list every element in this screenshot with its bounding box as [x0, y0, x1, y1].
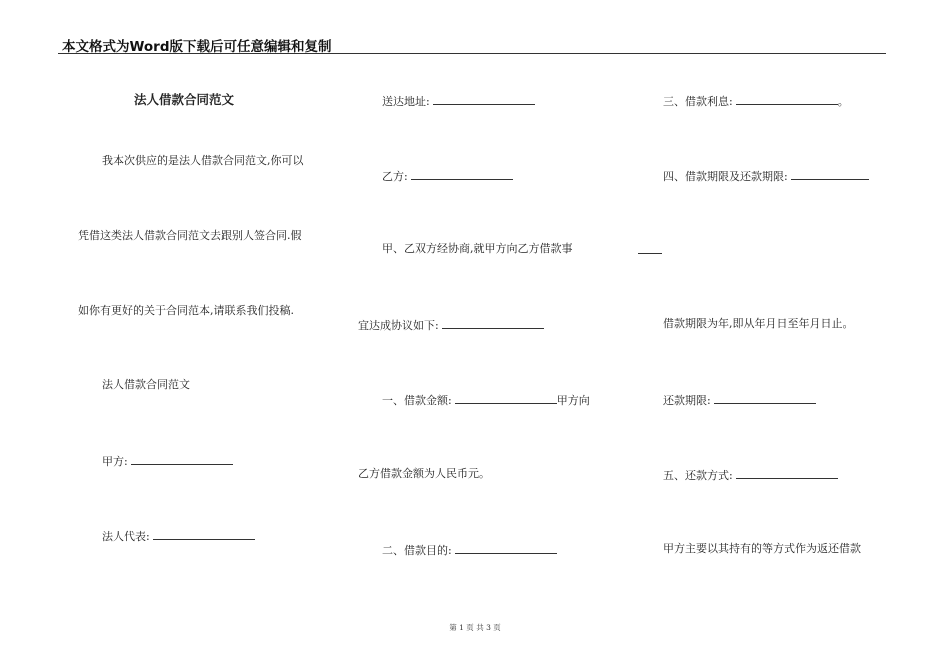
term-heading: 四、借款期限及还款期限:: [663, 170, 788, 183]
party-b-line: [382, 168, 513, 184]
amount-suffix: 甲方向: [556, 394, 590, 407]
party-b-label: 乙方:: [382, 170, 408, 183]
term-blank: [791, 168, 869, 180]
purpose-label: 二、借款目的:: [382, 544, 452, 557]
purpose-blank: [455, 542, 557, 554]
interest-label: 三、借款利息:: [663, 95, 733, 108]
term-heading-line: [663, 168, 869, 184]
header-text: 本文格式为Word版下载后可任意编辑和复制: [62, 39, 332, 55]
address-label: 送达地址:: [382, 95, 430, 108]
negotiation-text: 甲、乙双方经协商,就甲方向乙方借款事: [382, 242, 573, 255]
repay-date-line: [663, 392, 816, 408]
party-b-blank: [411, 168, 513, 180]
doc-title: 法人借款合同范文: [134, 92, 235, 107]
interest-end: 。: [837, 95, 849, 108]
repay-method-blank: [736, 467, 838, 479]
agreement-blank: [442, 317, 544, 329]
term-text: 借款期限为年,即从年月日至年月日止。: [663, 317, 854, 330]
amount-line: [382, 392, 590, 408]
party-a-label: 甲方:: [102, 455, 128, 468]
negotiation-blank-line: [638, 242, 662, 258]
interest-blank: [736, 93, 838, 105]
repay-method-label: 五、还款方式:: [663, 469, 733, 482]
address-blank: [433, 93, 535, 105]
repay-text: 甲方主要以其持有的等方式作为返还借款: [663, 542, 861, 555]
negotiation-blank: [638, 242, 662, 254]
legal-rep-label: 法人代表:: [102, 530, 150, 543]
amount-currency-text: 乙方借款金额为人民币元。: [358, 467, 490, 480]
amount-blank: [455, 392, 557, 404]
agreement-line: [358, 317, 544, 333]
legal-rep-blank: [153, 528, 255, 540]
address-line: [382, 93, 535, 109]
repay-method-line: [663, 467, 838, 483]
purpose-line: [382, 542, 557, 558]
party-a-line: [102, 453, 233, 469]
interest-line: [663, 93, 849, 109]
contract-subtitle: 法人借款合同范文: [102, 378, 190, 391]
intro-line-2: 凭借这类法人借款合同范文去跟别人签合同.假: [78, 229, 302, 242]
document-header: [58, 35, 886, 54]
intro-line-1: 我本次供应的是法人借款合同范文,你可以: [102, 154, 304, 167]
repay-date-label: 还款期限:: [663, 394, 711, 407]
agreement-label: 宜达成协议如下:: [358, 319, 439, 332]
legal-rep-line: [102, 528, 255, 544]
amount-label: 一、借款金额:: [382, 394, 452, 407]
repay-date-blank: [714, 392, 816, 404]
intro-line-3: 如你有更好的关于合同范本,请联系我们投稿.: [78, 304, 294, 317]
party-a-blank: [131, 453, 233, 465]
page-number: 第 1 页 共 3 页: [449, 623, 501, 632]
